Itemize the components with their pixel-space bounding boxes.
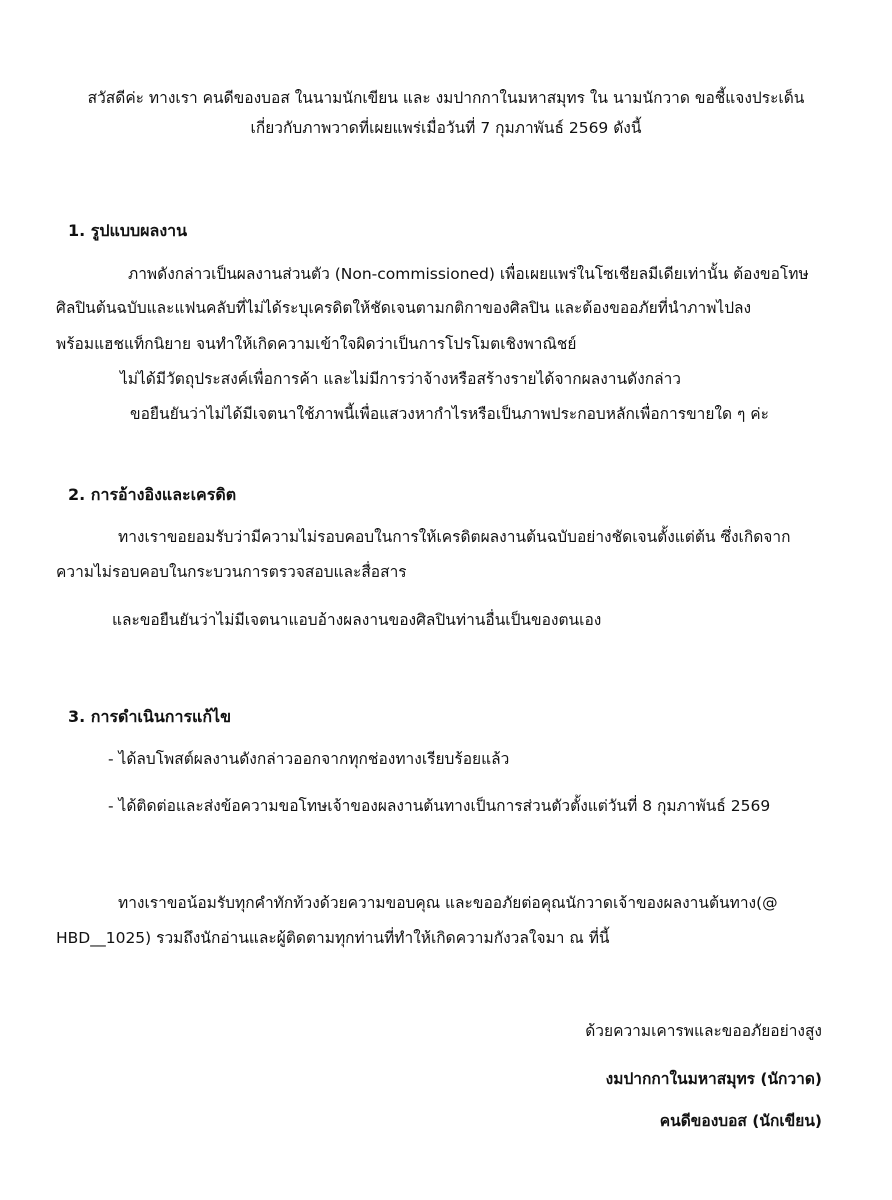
section-2-line-3: และขอยืนยันว่าไม่มีเจตนาแอบอ้างผลงานของศิลปินท่านอื่นเป็นของตนเอง — [112, 611, 602, 629]
section-1-line-3: พร้อมแฮชแท็กนิยาย จนทำให้เกิดความเข้าใจผิดว่าเป็นการโปรโมตเชิงพาณิชย์ — [56, 335, 577, 353]
intro-line-2: เกี่ยวกับภาพวาดที่เผยแพร่เมื่อวันที่ 7 กุมภาพันธ์ 2569 ดังนี้ — [250, 118, 642, 137]
section-1-line-4: ไม่ได้มีวัตถุประสงค์เพื่อการค้า และไม่มีการว่าจ้างหรือสร้างรายได้จากผลงานดังกล่าว — [120, 370, 682, 388]
section-2-heading: 2. การอ้างอิงและเครดิต — [68, 485, 237, 504]
intro — [40, 88, 852, 147]
signature-regards: ด้วยความเคารพและขออภัยอย่างสูง — [585, 1022, 822, 1040]
closing-line-2: HBD__1025) รวมถึงนักอ่านและผู้ติดตามทุกท่านที่ทำให้เกิดความกังวลใจมา ณ ที่นี้ — [56, 929, 610, 947]
closing-line-1: ทางเราขอน้อมรับทุกคำทักท้วงด้วยความขอบคุณ และขออภัยต่อคุณนักวาดเจ้าของผลงานต้นทาง(@ — [118, 894, 778, 912]
section-1-line-2: ศิลปินต้นฉบับและแฟนคลับที่ไม่ได้ระบุเครดิตให้ชัดเจนตามกติกาของศิลปิน และต้องขออภัยที่นำภาพไปลง — [56, 299, 752, 317]
signature-artist: งมปากกาในมหาสมุทร (นักวาด) — [605, 1070, 822, 1088]
section-1-line-5: ขอยืนยันว่าไม่ได้มีเจตนาใช้ภาพนี้เพื่อแสวงหากำไรหรือเป็นภาพประกอบหลักเพื่อการขายใด ๆ ค่ะ — [130, 405, 769, 423]
section-2-line-1: ทางเราขอยอมรับว่ามีความไม่รอบคอบในการให้เครดิตผลงานต้นฉบับอย่างชัดเจนตั้งแต่ต้น ซึ่งเกิดจาก — [118, 528, 791, 546]
signature-writer: คนดีของบอส (นักเขียน) — [659, 1112, 822, 1130]
section-3-item-2: - ได้ติดต่อและส่งข้อความขอโทษเจ้าของผลงานต้นทางเป็นการส่วนตัวตั้งแต่วันที่ 8 กุมภาพันธ์ 2569 — [108, 797, 771, 815]
section-3-heading: 3. การดำเนินการแก้ไข — [68, 707, 232, 726]
section-1-line-1: ภาพดังกล่าวเป็นผลงานส่วนตัว (Non-commissioned) เพื่อเผยแพร่ในโซเชียลมีเดียเท่านั้น ต้องขอโทษ — [128, 265, 809, 283]
intro-line-1: สวัสดีค่ะ ทางเรา คนดีของบอส ในนามนักเขียน และ งมปากกาในมหาสมุทร ใน นามนักวาด ขอชี้แจงประเด็น — [87, 89, 805, 107]
section-3-item-1: - ได้ลบโพสต์ผลงานดังกล่าวออกจากทุกช่องทางเรียบร้อยแล้ว — [108, 750, 510, 768]
section-2-line-2: ความไม่รอบคอบในกระบวนการตรวจสอบและสื่อสาร — [56, 563, 407, 581]
section-1-heading: 1. รูปแบบผลงาน — [68, 221, 188, 240]
